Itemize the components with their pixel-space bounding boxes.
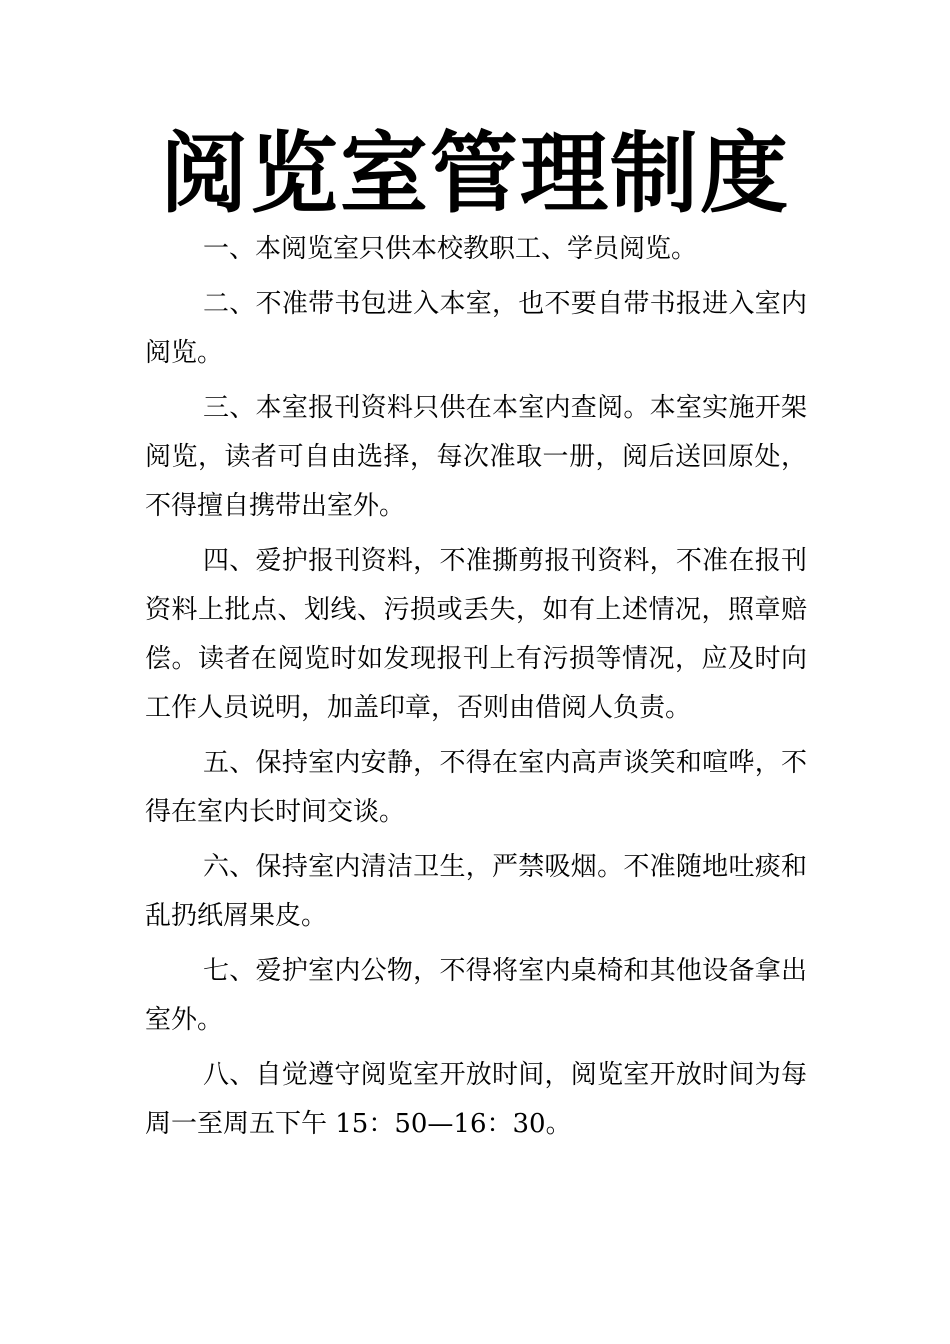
rule-paragraph-7: 七、爱护室内公物，不得将室内桌椅和其他设备拿出室外。 (145, 956, 807, 1035)
document-body (145, 225, 807, 1155)
rule-paragraph-8: 八、自觉遵守阅览室开放时间，阅览室开放时间为每周一至周五下午 15：50—16：30。 (145, 1060, 807, 1139)
rule-paragraph-3: 三、本室报刊资料只供在本室内查阅。本室实施开架阅览，读者可自由选择，每次准取一册，阅后送回原处，不得擅自携带出室外。 (145, 393, 807, 521)
rule-paragraph-1: 一、本阅览室只供本校教职工、学员阅览。 (203, 234, 698, 264)
document-title: 阅览室管理制度 (159, 121, 790, 225)
rule-paragraph-4: 四、爱护报刊资料，不准撕剪报刊资料，不准在报刊资料上批点、划线、污损或丢失，如有上述情况，照章赔偿。读者在阅览时如发现报刊上有污损等情况，应及时向工作人员说明，加盖印章，否则由借阅人负责。 (145, 546, 807, 723)
rule-paragraph-5: 五、保持室内安静，不得在室内高声谈笑和喧哗，不得在室内长时间交谈。 (145, 748, 807, 827)
rule-paragraph-2: 二、不准带书包进入本室，也不要自带书报进入室内阅览。 (145, 289, 807, 368)
rule-paragraph-6: 六、保持室内清洁卫生，严禁吸烟。不准随地吐痰和乱扔纸屑果皮。 (145, 852, 807, 931)
